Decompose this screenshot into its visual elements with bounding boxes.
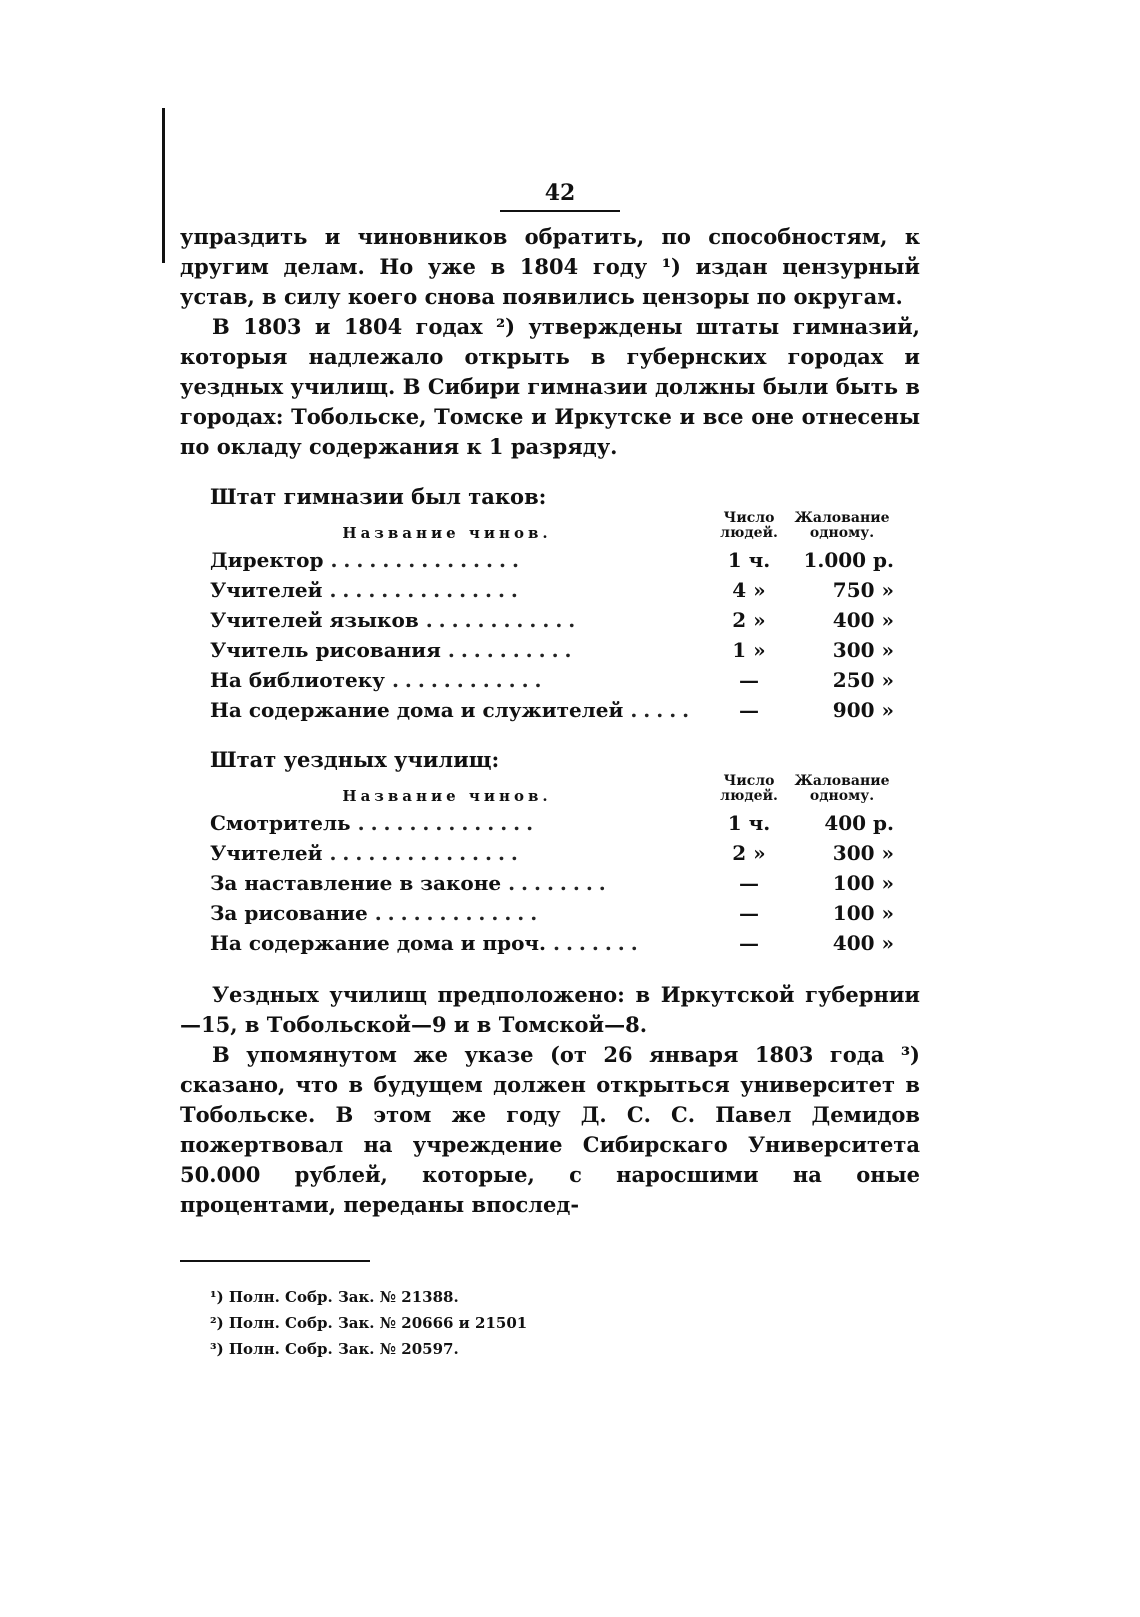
row-name: Учитель рисования [210, 638, 441, 662]
page [180, 180, 920, 1362]
table-row: Учитель рисования .......... 1 » 300 » [180, 635, 900, 665]
header-salary: Жалование одному. [794, 773, 890, 804]
header-count: Число людей. [720, 510, 778, 541]
row-name: Учителей [210, 578, 323, 602]
table-row: Директор ............... 1 ч. 1.000 р. [180, 545, 900, 575]
row-count: 2 » [732, 608, 766, 632]
table-row: Учителей ............... 2 » 300 » [180, 838, 900, 868]
paragraph-4: В упомянутом же указе (от 26 января 1803 года ³) сказано, что в будущем должен открыться университет в Тобольске. В этом же году Д. С. С. Павел Демидов пожертвовал на учреждение Сибирскаго Университета 50.000 рублей, которые, с наросшими на оные процентами, переданы впослед- [180, 1042, 920, 1217]
row-count: — [739, 668, 759, 692]
row-name: На библиотеку [210, 668, 385, 692]
row-salary: 300 » [832, 841, 894, 865]
row-count: 1 » [732, 638, 766, 662]
row-name: Смотритель [210, 811, 351, 835]
row-count: 1 ч. [727, 811, 771, 835]
row-salary: 400 » [832, 608, 894, 632]
footnotes [210, 1284, 920, 1362]
row-name: Директор [210, 548, 324, 572]
table-header [180, 511, 900, 545]
row-count: — [739, 901, 759, 925]
footnote: ³) Полн. Собр. Зак. № 20597. [210, 1340, 459, 1358]
footnote-rule [180, 1260, 370, 1262]
row-name: За наставление в законе [210, 871, 502, 895]
table-row: За рисование ............. — 100 » [180, 898, 900, 928]
table-row: Учителей ............... 4 » 750 » [180, 575, 900, 605]
margin-rule [162, 108, 165, 263]
row-count: — [739, 871, 759, 895]
row-name: За рисование [210, 901, 368, 925]
row-salary: 300 » [832, 638, 894, 662]
page-number: 42 [544, 180, 576, 206]
table-header [180, 774, 900, 808]
row-count: 2 » [732, 841, 766, 865]
row-salary: 750 » [832, 578, 894, 602]
gymnasium-staff-table [180, 511, 900, 725]
table-row: За наставление в законе ........ — 100 » [180, 868, 900, 898]
paragraph-2: В 1803 и 1804 годах ²) утверждены штаты гимназий, которыя надлежало открыть в губернских городах и уездных училищ. В Сибири гимназии должны были быть в городах: Тобольске, Томске и Иркутске и все оне отнесены по окладу содержания к 1 разряду. [180, 314, 920, 459]
row-name: На содержание дома и проч. [210, 931, 547, 955]
row-count: — [739, 698, 759, 722]
row-salary: 100 » [832, 871, 894, 895]
row-count: — [739, 931, 759, 955]
table-row: Смотритель .............. 1 ч. 400 р. [180, 808, 900, 838]
header-name: Название чинов. [342, 524, 552, 542]
footnote: ²) Полн. Собр. Зак. № 20666 и 21501 [210, 1314, 528, 1332]
row-salary: 100 » [832, 901, 894, 925]
row-count: 1 ч. [727, 548, 771, 572]
table-row: На библиотеку ............ — 250 » [180, 665, 900, 695]
header-name: Название чинов. [342, 787, 552, 805]
row-name: На содержание дома и служителей [210, 698, 624, 722]
row-salary: 1.000 р. [803, 548, 894, 572]
paragraph-3: Уездных училищ предположено: в Иркутской губернии—15, в Тобольской—9 и в Томской—8. [180, 982, 920, 1037]
row-count: 4 » [732, 578, 766, 602]
table-row: На содержание дома и служителей ..... — 900 » [180, 695, 900, 725]
row-salary: 400 » [832, 931, 894, 955]
header-salary: Жалование одному. [794, 510, 890, 541]
row-name: Учителей [210, 841, 323, 865]
gymnasium-table-title: Штат гимназии был таков: [210, 484, 547, 509]
footnote: ¹) Полн. Собр. Зак. № 21388. [210, 1288, 459, 1306]
row-salary: 900 » [832, 698, 894, 722]
header-count: Число людей. [720, 773, 778, 804]
row-salary: 250 » [832, 668, 894, 692]
district-table-title: Штат уездных училищ: [210, 747, 500, 772]
table-row: Учителей языков ............ 2 » 400 » [180, 605, 900, 635]
row-salary: 400 р. [824, 811, 894, 835]
table-row: На содержание дома и проч. ....... — 400 » [180, 928, 900, 958]
row-name: Учителей языков [210, 608, 419, 632]
district-staff-table [180, 774, 900, 958]
page-number-rule [500, 210, 620, 212]
paragraph-1: упраздить и чиновников обратить, по способностям, к другим делам. Но уже в 1804 году ¹) издан цензурный устав, в силу коего снова появились цензоры по округам. [180, 224, 920, 309]
